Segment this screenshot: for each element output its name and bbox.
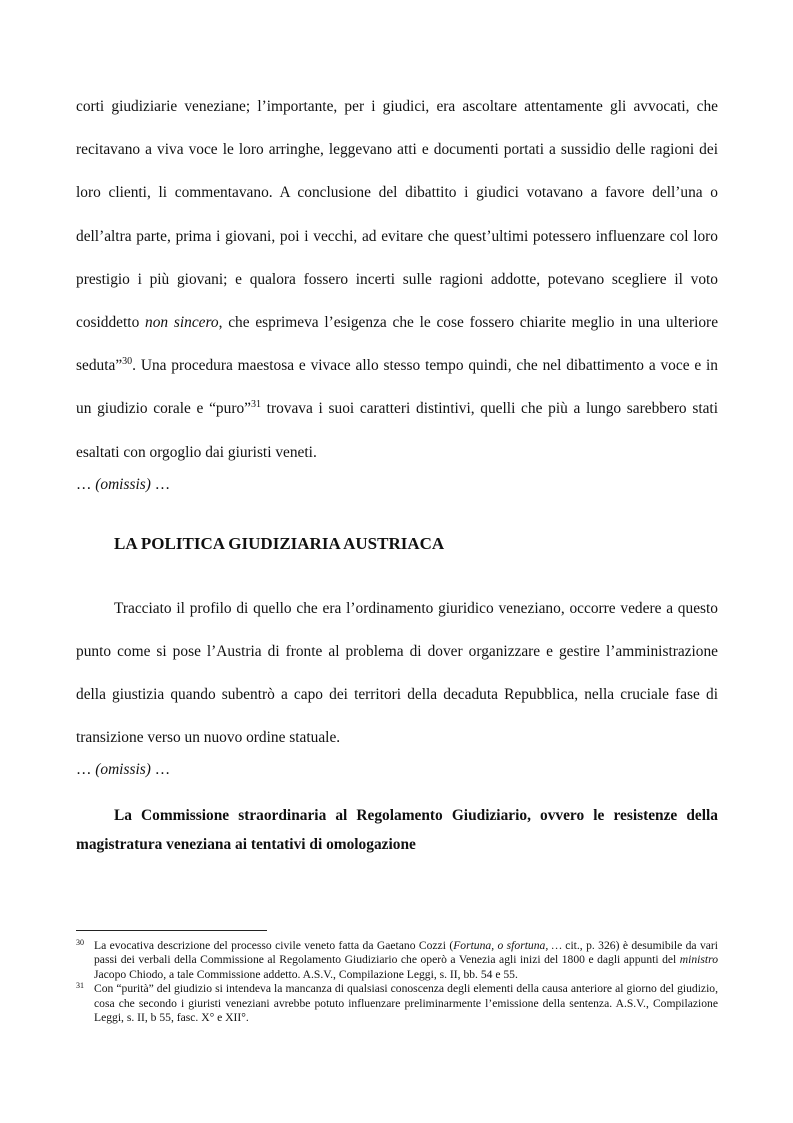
- paragraph-text: , che esprimeva l’esigenza che le cose fossero chiarite meglio in una ulteriore seduta”: [76, 314, 719, 375]
- footnote-italic-term: ministro: [679, 953, 718, 967]
- paragraph-text: trovava i suoi caratteri distintivi, quelli che più a lungo sarebbero stati esaltati con orgoglio dai giuristi veneti.: [76, 400, 718, 461]
- footnote-italic-title: Fortuna, o sfortuna, …: [453, 939, 562, 952]
- omissis-marker: [76, 759, 718, 780]
- omissis-text: (omissis): [95, 760, 151, 778]
- footnote-31: [76, 982, 718, 1025]
- omissis-lead: …: [76, 760, 96, 778]
- footnote-text: Con “purità” del giudizio si intendeva la mancanza di qualsiasi conoscenza degli elementi della causa anteriore al giorno del giudizio, cosa che secondo i giuristi veneziani avrebbe potuto influenzare preliminarmente l’emissione della sentenza. A.S.V., Compilazione Leggi, s. II, b 55, fasc. X° e XII°.: [94, 982, 718, 1025]
- footnotes: [76, 939, 718, 1025]
- footnote-text: Jacopo Chiodo, a tale Commissione addetto. A.S.V., Compilazione Leggi, s. II, bb. 54 e 55.: [94, 967, 518, 981]
- footnote-ref-31[interactable]: 31: [250, 399, 261, 411]
- footnote-ref-30[interactable]: 30: [122, 356, 133, 368]
- footnote-text: La evocativa descrizione del processo civile veneto fatta da Gaetano Cozzi (: [94, 939, 454, 952]
- omissis-trail: …: [150, 475, 171, 493]
- footnote-number: 31: [76, 981, 84, 991]
- paragraph-austrian-policy: Tracciato il profilo di quello che era l’ordinamento giuridico veneziano, occorre vedere a questo punto come si pose l’Austria di fronte al problema di dover organizzare e gestire l’amministrazione della giustizia quando subentrò a capo dei territori della decaduta Repubblica, nella cruciale fase di transizione verso un nuovo ordine statuale.: [76, 599, 718, 747]
- omissis-marker: [76, 474, 718, 495]
- page-body: [76, 88, 718, 859]
- italic-term: non sincero: [145, 314, 219, 332]
- paragraph-text: . Una procedura maestosa e vivace allo stesso tempo quindi, che nel dibattimento a voce e in un giudizio corale e “puro”: [76, 357, 718, 418]
- footnote-separator: [76, 930, 267, 931]
- omissis-trail: …: [150, 760, 171, 778]
- omissis-text: (omissis): [95, 475, 151, 493]
- footnote-number: 30: [76, 938, 84, 947]
- footnote-text: cit., p. 326) è desumibile da vari passi dei verbali della Commissione al Regolamento Giudiziario che operò a Venezia agli inizi del 1800 e dagli appunti del: [94, 939, 718, 967]
- paragraph-text: corti giudiziarie veneziane; l’importante, per i giudici, era ascoltare attentamente gli avvocati, che recitavano a viva voce le loro arringhe, leggevano atti e documenti portati a sussidio delle ragioni dei loro clienti, li commentavano. A conclusione del dibattito i giudici votavano a favore dell’una o dell’altra parte, prima i giovani, poi i vecchi, ad evitare che quest’ultimi potessero influenzare col loro prestigio i più giovani; e qualora fossero incerti sulle ragioni addotte, potevano scegliere il voto cosiddetto: [76, 98, 718, 332]
- section-heading: LA POLITICA GIUDIZIARIA AUSTRIACA: [114, 533, 445, 553]
- footnote-30: [76, 939, 718, 982]
- paragraph-venetian-courts: [76, 85, 718, 474]
- subsection-heading: La Commissione straordinaria al Regolamento Giudiziario, ovvero le resistenze della magistratura veneziana ai tentativi di omologazione: [76, 806, 718, 853]
- omissis-lead: …: [76, 475, 96, 493]
